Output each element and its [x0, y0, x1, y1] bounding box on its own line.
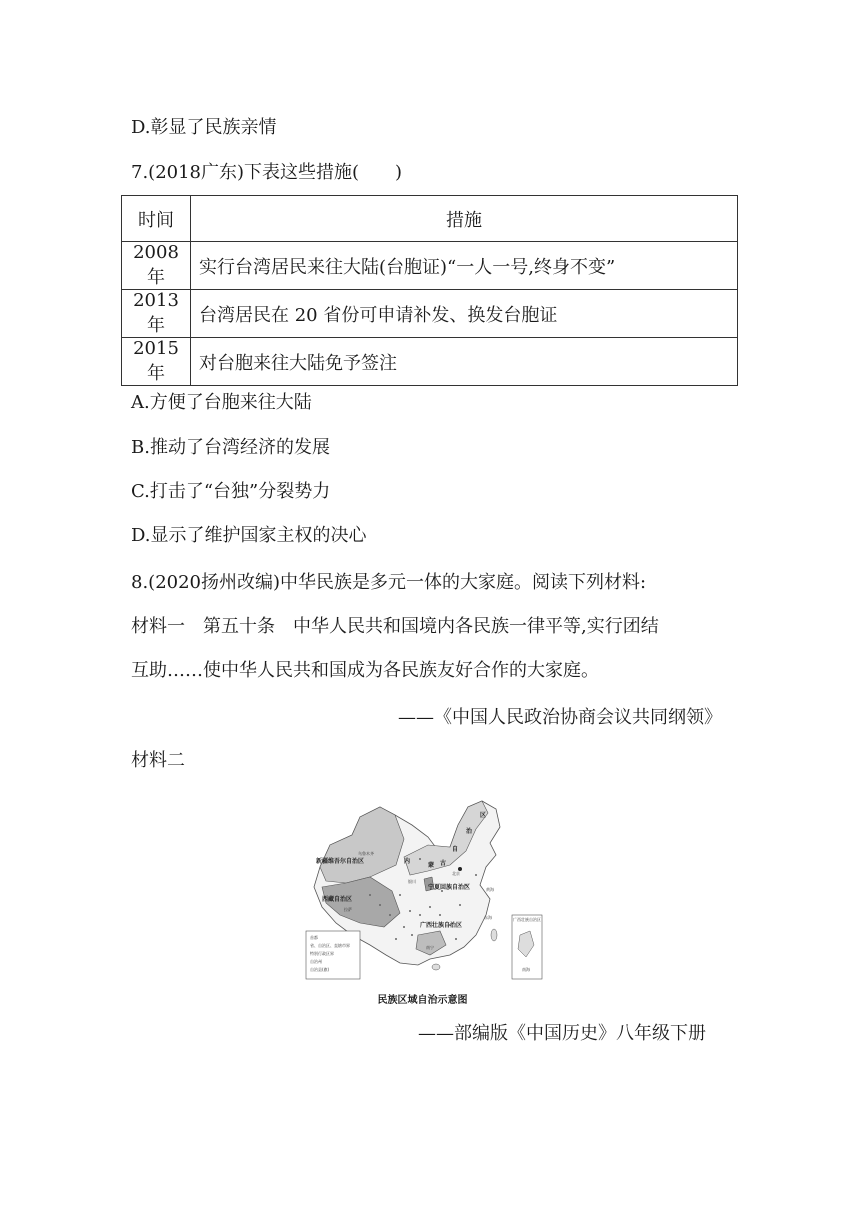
material1-line2: 互助……使中华人民共和国成为各民族友好合作的大家庭。 — [131, 660, 599, 681]
china-autonomy-map — [300, 795, 545, 987]
label-xizang: 西藏自治区 — [322, 896, 353, 903]
hainan-island — [432, 964, 440, 970]
map-caption: 民族区域自治示意图 — [377, 995, 468, 1006]
label-wulumuqi: 乌鲁木齐 — [358, 851, 374, 856]
legend-item: 特别行政区界 — [310, 951, 334, 956]
label-ningxia: 宁夏回族自治区 — [428, 884, 471, 891]
label-xinjiang: 新疆维吾尔自治区 — [316, 858, 365, 865]
measures-table — [121, 195, 738, 386]
autonomy-map-figure — [300, 795, 545, 1010]
label-huanghai: 黄海 — [486, 887, 494, 892]
q6-option-d: D.彰显了民族亲情 — [131, 117, 277, 138]
taiwan-island — [491, 929, 497, 941]
header-time: 时间 — [122, 196, 191, 242]
row-year: 2008 年 — [122, 242, 191, 290]
inset-sea-label: 南海 — [522, 967, 530, 972]
table-row — [122, 242, 738, 290]
row-measure: 实行台湾居民来往大陆(台胞证)“一人一号,终身不变” — [191, 242, 738, 290]
q8-stem: 8.(2020扬州改编)中华民族是多元一体的大家庭。阅读下列材料: — [131, 572, 647, 593]
q7-option-d: D.显示了维护国家主权的决心 — [131, 525, 367, 546]
material1-source: ——《中国人民政治协商会议共同纲领》 — [398, 707, 722, 728]
label-neimenggu-3: 古 — [440, 860, 447, 867]
material1-line1: 材料一 第五十条 中华人民共和国境内各民族一律平等,实行团结 — [131, 616, 659, 637]
q7-option-c: C.打击了“台独”分裂势力 — [131, 481, 331, 502]
label-yinchuan: 银川 — [408, 879, 416, 884]
label-neimenggu-5: 治 — [466, 828, 473, 835]
material2-source: ——部编版《中国历史》八年级下册 — [418, 1023, 706, 1044]
table-row — [122, 338, 738, 386]
label-guangxi: 广西壮族自治区 — [420, 922, 463, 929]
label-beijing: 北京 — [452, 871, 460, 876]
legend-item: 自治县(旗) — [310, 967, 330, 972]
label-lasa: 拉萨 — [344, 907, 352, 912]
q7-option-a: A.方便了台胞来往大陆 — [131, 392, 312, 413]
legend-item: 省、自治区、直辖市界 — [310, 943, 350, 948]
label-donghai: 东海 — [484, 915, 492, 920]
material2-label: 材料二 — [131, 750, 185, 771]
label-neimenggu-1: 内 — [404, 858, 411, 865]
row-measure: 台湾居民在 20 省份可申请补发、换发台胞证 — [191, 290, 738, 338]
label-nanning: 南宁 — [426, 945, 434, 950]
label-neimenggu-2: 蒙 — [428, 862, 435, 869]
row-year: 2015 年 — [122, 338, 191, 386]
inset-title: 广西壮族自治区 — [513, 917, 541, 922]
q7-stem: 7.(2018广东)下表这些措施( ) — [131, 162, 403, 183]
legend-item: 自治州 — [310, 959, 322, 964]
label-neimenggu-4: 自 — [452, 846, 459, 853]
q7-option-b: B.推动了台湾经济的发展 — [131, 437, 330, 458]
legend-item: 首都 — [310, 935, 318, 940]
row-year: 2013 年 — [122, 290, 191, 338]
table-header-row — [122, 196, 738, 242]
header-measure: 措施 — [191, 196, 738, 242]
label-neimenggu-6: 区 — [480, 812, 487, 819]
table-row — [122, 290, 738, 338]
row-measure: 对台胞来往大陆免予签注 — [191, 338, 738, 386]
